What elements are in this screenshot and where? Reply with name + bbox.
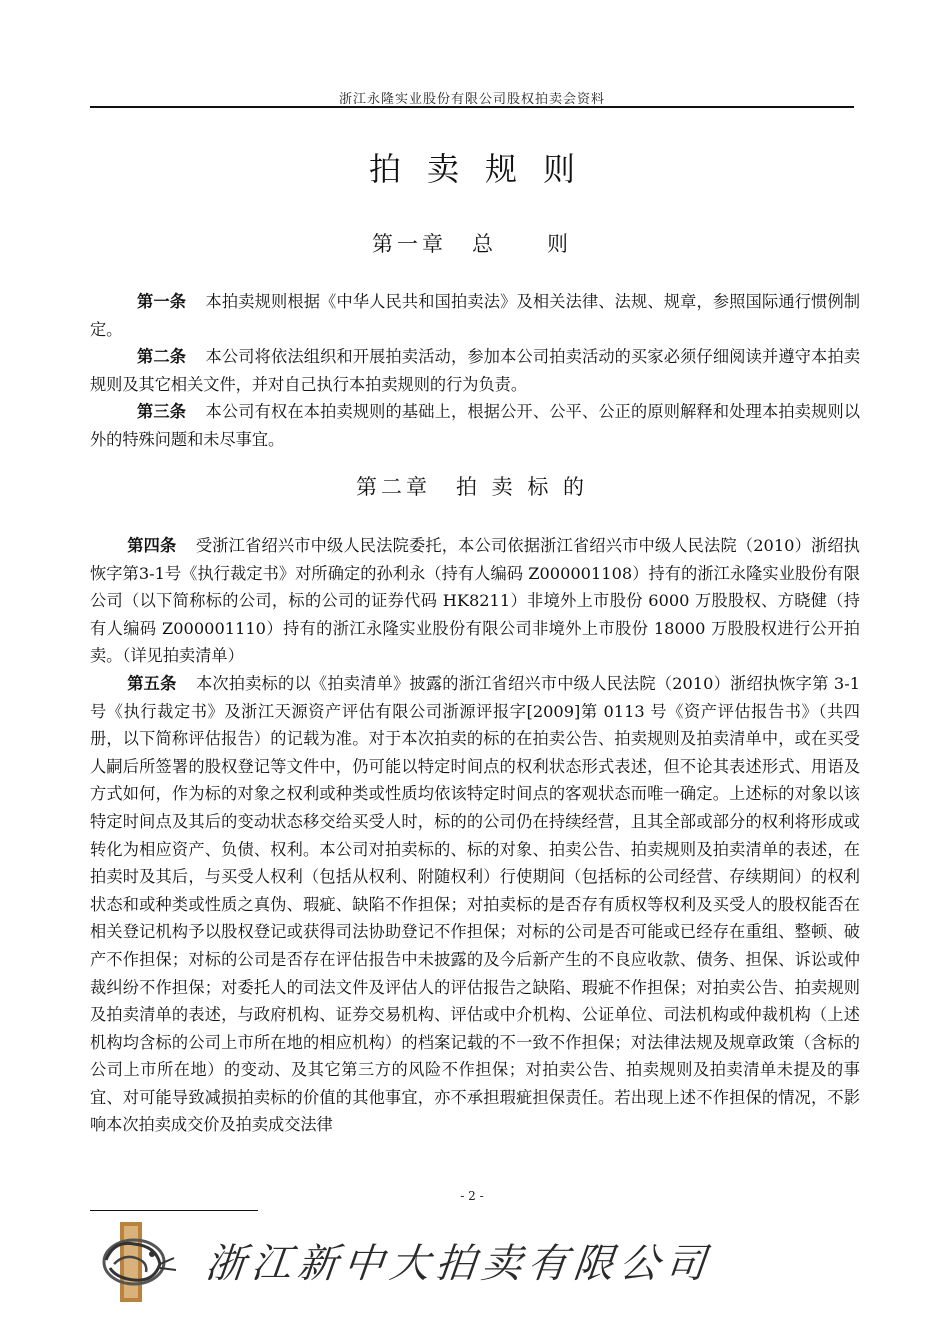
article-4 [90, 532, 860, 670]
chapter-1-title: 第一章 总 则 [372, 232, 572, 256]
running-header: 浙江永隆实业股份有限公司股权拍卖会资料 [338, 92, 605, 107]
document-title: 拍卖规则 [368, 150, 601, 188]
chapter-2-body [90, 532, 860, 1139]
article-text: 受浙江省绍兴市中级人民法院委托，本公司依据浙江省绍兴市中级人民法院（2010）浙绍执恢字第3-1号《执行裁定书》对所确定的孙利永（持有人编码 Z000001108）持有的浙江永隆实业股份有限公司（以下简称标的公司，标的公司的证券代码 HK8211）非境外上市股份 6000 万股股权、方晓健（持有人编码 Z000001110）持有的浙江永隆实业股份有限公司非境外上市股份 18000 万股股权进行公开拍卖。（详见拍卖清单） [90, 536, 860, 666]
header-divider [90, 106, 854, 108]
article-text: 本次拍卖标的以《拍卖清单》披露的浙江省绍兴市中级人民法院（2010）浙绍执恢字第 3-1 号《执行裁定书》及浙江天源资产评估有限公司浙源评报字[2009]第 0113 号《资产评估报告书》（共四册，以下简称评估报告）的记载为准。对于本次拍卖的标的在拍卖公告、拍卖规则及拍卖清单中，或在买受人嗣后所签署的股权登记等文件中，仍可能以特定时间点的权利状态形式表述，但不论其表述形式、用语及方式如何，作为标的对象之权利或种类或性质均依该特定时间点的客观状态而唯一确定。上述标的对象以该特定时间点及其后的变动状态移交给买受人时，标的的公司仍在持续经营，且其全部或部分的权利将形成或转化为相应资产、负债、权利。本公司对拍卖标的、标的对象、拍卖公告、拍卖规则及拍卖清单的表述，在拍卖时及其后，与买受人权利（包括从权利、附随权利）行使期间（包括标的公司经营、存续期间）的权利状态和或种类或性质之真伪、瑕疵、缺陷不作担保；对拍卖标的是否存有质权等权利及买受人的股权能否在相关登记机构予以股权登记或获得司法协助登记不作担保；对标的公司是否可能或已经存在重组、整顿、破产不作担保；对标的公司是否存在评估报告中未披露的及今后新产生的不良应收款、债务、担保、诉讼或仲裁纠纷不作担保；对委托人的司法文件及评估人的评估报告之缺陷、瑕疵不作担保；对拍卖公告、拍卖规则及拍卖清单的表述，与政府机构、证券交易机构、评估或中介机构、公证单位、司法机构或仲裁机构（上述机构均含标的公司上市所在地的相应机构）的档案记载的不一致不作担保；对法律法规及规章政策（含标的公司上市所在地）的变动、及其它第三方的风险不作担保；对拍卖公告、拍卖规则及拍卖清单未提及的事宜、对可能导致减损拍卖标的价值的其他事宜，亦不承担瑕疵担保责任。若出现上述不作担保的情况，不影响本次拍卖成交价及拍卖成交法律 [90, 673, 861, 1135]
chapter-1-body [90, 288, 860, 454]
article-label: 第五条 [127, 673, 177, 693]
article-label: 第三条 [136, 402, 187, 422]
chapter-2-title: 第二章 拍 卖 标 的 [355, 475, 589, 499]
article-1 [90, 288, 860, 343]
article-label: 第一条 [136, 292, 187, 311]
footer-divider [90, 1210, 258, 1211]
article-label: 第二条 [136, 347, 187, 367]
article-2 [90, 343, 860, 398]
article-5 [90, 670, 860, 1139]
dragon-seal-icon [94, 1220, 190, 1304]
article-text: 本拍卖规则根据《中华人民共和国拍卖法》及相关法律、法规、规章，参照国际通行惯例制定。 [90, 292, 861, 339]
article-label: 第四条 [127, 536, 177, 555]
article-3 [90, 398, 860, 453]
page-number: - 2 - [460, 1189, 484, 1203]
article-text: 本公司将依法组织和开展拍卖活动，参加本公司拍卖活动的买家必须仔细阅读并遵守本拍卖规则及其它相关文件，并对自己执行本拍卖规则的行为负责。 [90, 347, 861, 394]
article-text: 本公司有权在本拍卖规则的基础上，根据公开、公平、公正的原则解释和处理本拍卖规则以外的特殊问题和未尽事宜。 [90, 402, 861, 449]
company-signature: 浙江新中大拍卖有限公司 [203, 1241, 715, 1287]
